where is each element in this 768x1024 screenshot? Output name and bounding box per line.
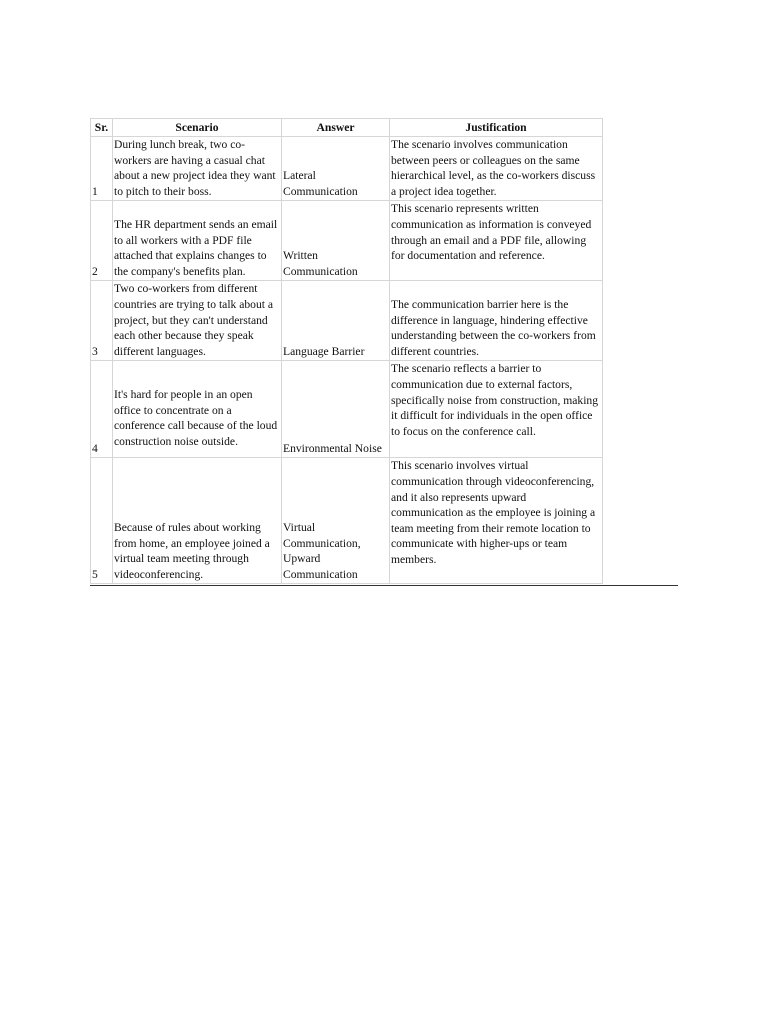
document-page — [90, 118, 603, 584]
cell-sr: 5 — [91, 458, 113, 584]
cell-scenario: It's hard for people in an open office to concentrate on a conference call because of the loud construction noise outside. — [113, 361, 282, 458]
header-answer: Answer — [282, 119, 390, 137]
cell-justification: The communication barrier here is the difference in language, hindering effective understanding between the co-workers from different countries. — [390, 281, 603, 361]
table-row — [91, 201, 603, 281]
cell-sr: 2 — [91, 201, 113, 281]
cell-scenario: The HR department sends an email to all workers with a PDF file attached that explains changes to the company's benefits plan. — [113, 201, 282, 281]
table-header-row — [91, 119, 603, 137]
cell-justification: The scenario reflects a barrier to communication due to external factors, specifically noise from construction, making it difficult for individuals in the open office to focus on the conference call. — [390, 361, 603, 458]
cell-sr: 4 — [91, 361, 113, 458]
cell-justification: This scenario involves virtual communication through videoconferencing, and it also represents upward communication as the employee is joining a team meeting from their remote location to communicate with higher-ups or team members. — [390, 458, 603, 584]
cell-justification: This scenario represents written communication as information is conveyed through an email and a PDF file, allowing for documentation and reference. — [390, 201, 603, 281]
header-scenario: Scenario — [113, 119, 282, 137]
cell-answer: Environmental Noise — [282, 361, 390, 458]
cell-sr: 3 — [91, 281, 113, 361]
cell-sr: 1 — [91, 137, 113, 201]
cell-answer: Written Communication — [282, 201, 390, 281]
scenario-table — [90, 118, 603, 584]
bottom-divider — [90, 585, 678, 586]
cell-answer: Lateral Communication — [282, 137, 390, 201]
header-justification: Justification — [390, 119, 603, 137]
header-sr: Sr. — [91, 119, 113, 137]
cell-scenario: Two co-workers from different countries are trying to talk about a project, but they can't understand each other because they speak different languages. — [113, 281, 282, 361]
table-row — [91, 137, 603, 201]
cell-justification: The scenario involves communication between peers or colleagues on the same hierarchical level, as the co-workers discuss a project idea together. — [390, 137, 603, 201]
table-row — [91, 458, 603, 584]
cell-answer: Virtual Communication, Upward Communication — [282, 458, 390, 584]
cell-scenario: During lunch break, two co-workers are having a casual chat about a new project idea they want to pitch to their boss. — [113, 137, 282, 201]
cell-scenario: Because of rules about working from home, an employee joined a virtual team meeting through videoconferencing. — [113, 458, 282, 584]
table-row — [91, 281, 603, 361]
cell-answer: Language Barrier — [282, 281, 390, 361]
table-row — [91, 361, 603, 458]
